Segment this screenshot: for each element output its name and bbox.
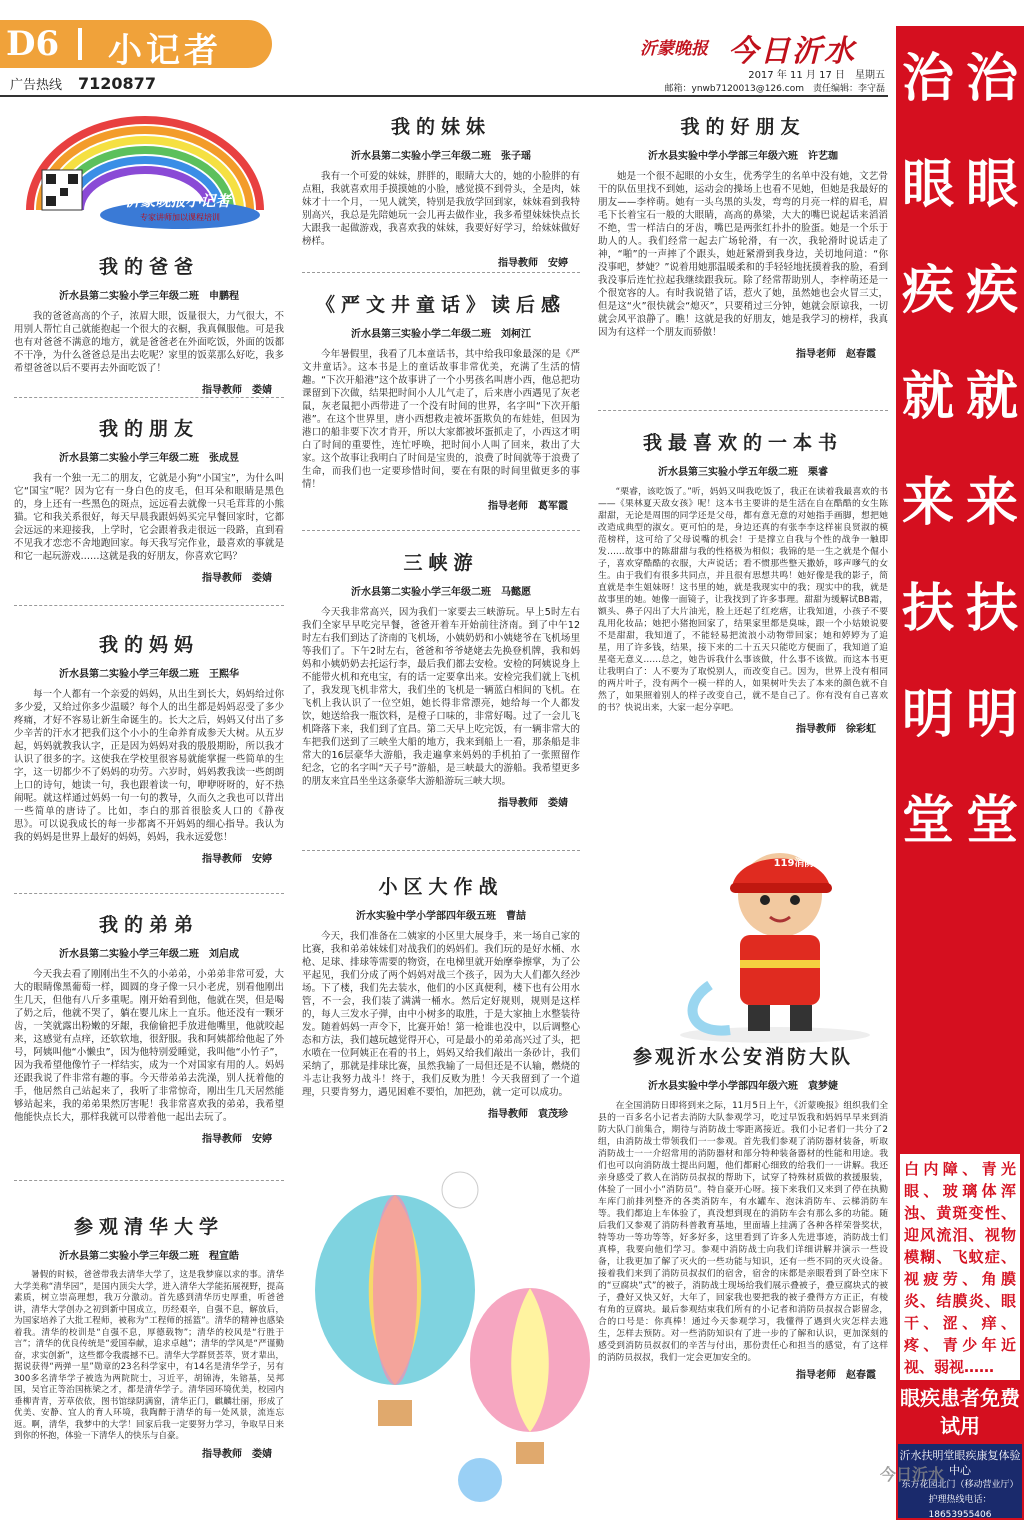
ad-phone: 7120877 <box>78 74 156 93</box>
ad-headline-column-right <box>960 26 1024 874</box>
contact-info <box>660 81 885 94</box>
article-byline: 沂水县第二实验小学三年级二班 张子瑶 <box>351 151 531 162</box>
section-name: 今日沂水 <box>728 34 856 69</box>
article-fairy-tale-review <box>302 290 580 512</box>
editor: 责任编辑：李守磊 <box>812 84 885 94</box>
article-my-brother <box>14 910 284 1145</box>
article-my-friend <box>14 414 284 584</box>
page-number: D6 <box>6 24 60 64</box>
divider <box>302 272 580 273</box>
headline-char: 明 <box>901 684 954 745</box>
ad-center-name: 沂水扶明堂眼疾康复体验中心 <box>899 1449 1021 1477</box>
article-title: 我的弟弟 <box>98 914 199 936</box>
article-fire-brigade-visit <box>598 1042 888 1381</box>
article-body: 我有一个独一无二的朋友，它就是小狗“小国宝”，为什么叫它“国宝”呢？因为它有一身白色的皮毛，但耳朵和眼睛是黑色的，身上还有一些黑色的斑点，远远看去就像一只毛茸茸的小熊猫。它和我关系很好，每天早晨我跟妈妈买完早餐回家时，它都会远远的来迎接我，上学时，它会跟着我走很远一段路，直到看不见我才恋恋不舍地跑回家。每天我写完作业，最喜欢的事就是和它一起玩游戏……这就是我的好朋友，你喜欢它吗？ <box>14 473 284 562</box>
article-teacher: 指导教师 安婷 <box>202 854 272 865</box>
headline-char: 就 <box>901 366 954 427</box>
article-teacher: 指导老师 赵春霞 <box>796 1370 876 1381</box>
headline-char: 堂 <box>965 790 1018 851</box>
headline-char: 来 <box>901 472 954 533</box>
article-byline: 沂水县第三实验小学五年级二班 栗睿 <box>658 467 828 478</box>
headline-char: 明 <box>965 684 1018 745</box>
divider <box>14 1180 284 1181</box>
ad-hotline <box>10 74 156 93</box>
article-title: 我的爸爸 <box>98 256 199 278</box>
article-title: 我的妈妈 <box>98 634 199 656</box>
article-teacher: 指导教师 娄婧 <box>202 385 272 396</box>
article-teacher: 指导教师 娄婧 <box>498 798 568 809</box>
article-community-battle <box>302 872 580 1120</box>
balloon-illustration <box>300 1150 630 1510</box>
header-rule <box>0 95 888 97</box>
article-body: 我有一个可爱的妹妹，胖胖的，眼睛大大的，她的小脸胖的有点粗，我就喜欢用手摸摸她的小脸，感觉摸不到骨头，全是肉，妹妹才十一个月，一见人就笑，特别是我放学回到家，妹妹看到我特别高兴，我总是先陪她玩一会儿再去做作业，我多希望妹妹快点长大跟我一起做游戏，我喜欢我的妹妹，我要好好学习，给妹妹做好榜样。 <box>302 171 580 247</box>
article-body: 我的爸爸高高的个子，浓眉大眼，饭量很大，力气很大，不用别人帮忙自己就能抱起一个很大的衣橱，我真佩服他。可是我也有对爸爸不满意的地方，就是爸爸老在外面吃饭，外面的饭都不干净，为什么爸爸总是出去吃呢？家里的饭菜那么好吃，我多希望爸爸以后不要再去外面吃饭了！ <box>14 311 284 374</box>
headline-char: 扶 <box>901 578 954 639</box>
article-body: 今年暑假里，我看了几本童话书，其中给我印象最深的是《严文井童话》。这本书是上的童话故事非常优美，充满了生活的情趣。“下次开船港”这个故事讲了一个小男孩名叫唐小西，他总把功课留到下次做，结果把时间小人儿气走了，后来唐小西遇见了灰老鼠，灰老鼠把小西带进了一个没有时间的世界，名字叫“下次开船港”。在这个世界里，唐小西想救走被坏蛋欺负的布娃娃，但因为港口的船非要下次才肯开，所以大家都被坏蛋抓走了，小西这才明白了时间的重要性，连忙呼唤，把时间小人叫了回来，救出了大家。这个故事让我明白了时间是宝贵的，浪费了时间就等于浪费了生命，而我们也一定要珍惜时间，要在有限的时间里做更多的事情！ <box>302 349 580 490</box>
ad-free-trial: 眼疾患者免费试用 <box>900 1386 1020 1438</box>
mascot-label: 119消防 <box>773 858 815 869</box>
article-byline: 沂水县第三实验小学二年级二班 刘柯江 <box>351 329 531 340</box>
page-header-tag <box>0 20 272 71</box>
banner-slogan: 专家讲师加以课程培训 <box>140 213 220 222</box>
article-title: 《严文井童话》读后感 <box>315 294 566 316</box>
ad-headline <box>896 26 1024 1150</box>
article-byline: 沂水县第二实验小学三年级二班 程宣皓 <box>59 1251 239 1262</box>
divider <box>14 605 284 606</box>
divider <box>598 410 888 411</box>
ad-hotline: 护理热线电话：18653955406 <box>928 1495 992 1520</box>
article-title: 我的妹妹 <box>390 116 491 138</box>
watermark: 今日沂水 <box>880 1465 945 1484</box>
divider <box>302 850 580 851</box>
article-title: 小区大作战 <box>378 876 504 898</box>
email: 邮箱：ynwb7120013@126.com <box>664 84 804 94</box>
paper-name: 沂蒙晚报 <box>640 39 708 59</box>
column-name: 小记者 <box>108 31 222 71</box>
headline-char: 治 <box>965 48 1018 109</box>
paper-brand <box>640 26 876 69</box>
article-teacher: 指导教师 安婷 <box>498 258 568 269</box>
divider <box>14 397 284 398</box>
article-body: “栗睿，该吃饭了。”听，妈妈又叫我吃饭了，我正在读着我最喜欢的书——《果林夏天敌女孩》呢！这本书主要讲的是生活在自在酷酷的女生陈甜甜，无论是周围的同学还是父母，都有意无意的对她指手画脚，想把她改造成典型的淑女。更可怕的是，身边还真的有张李李这样崔良贤淑的模范榜样，这可给了父母说嘴的机会！于是撑立自我与个性的战争一触即发……故事中的陈甜甜与我的性格极为相似；我锦的是一生之就是个倔小子，喜欢穿酷酷的衣服，大声说话；看不惯那些整天撒娇，哆声嗲气的女生。由于我们有很多共同点，并且很有思想共鸣！她好像是我的影子，简直就是李生姐妹呀！这书里的她，就是我现实中的我；现实中的我，就是故事里的她。她像一面镜子，让我找到了许多事理。甜甜为缓解试BB霜，额头、鼻子闪出了大片油光，脸上还起了红疙瘩，让我知道，小孩子不要乱用化妆品；她把小猪抱回家了，结果家里都是臭味，跟一个小姑娘说要不是甜甜，我知道了，不能轻易把流浪小动物带回家；她和婷婷为了追星，用了许多钱，结果，接下来的二十五天只能吃方便面了，我知道了追星毫无意义……总之，她告诉我什么事该做，什么事不该做。而这本书更让我明白了：人不要为了取悦别人，而改变自己。因为，世界上没有相同的两片叶子，没有两个一模一样的人，如果树叶失去了本来的颜色就不自然了，如果照着别人的样子改变自己，就不是自己了。你有没有自己喜欢的书？快说出来，大家一起分享吧。 <box>598 487 888 713</box>
article-title: 参观沂水公安消防大队 <box>632 1046 853 1068</box>
article-teacher: 指导教师 安婷 <box>202 1134 272 1145</box>
article-body: 她是一个很不起眼的小女生，优秀学生的名单中没有她，文艺骨干的队伍里找不到她，运动会的操场上也看不见她，但她是我最好的朋友——李梓萌。她有一头乌黑的头发，弯弯的月亮一样的眉毛，眉毛下长着宝石一般的大眼睛，高高的鼻梁，大大的嘴巴说起话来滔滔不绝，雪一样洁白的牙齿，嘴巴是两张红扑扑的脸蛋。她是一个乐于助人的人。我们经常一起去广场轮滑，有一次，我轮滑时说话走了神，“啪”的一声摔了个跟头，她赶紧滑到我身边，关切地问道：“你没事吧，梦婕？”说着用她那温暖柔和的手轻轻地抚摸着我的脸，看到我没事后连忙拉起我继续跟我玩。除了经常帮助别人，李梓萌还是一个很宽容的人。有时我说错了话，惹火了她，虽然她也会火冒三丈，但是这“火”很快就会“熄灭”，只要稍过三分钟，她就会原谅我，一切就会风平浪静了。瞧！这就是我的好朋友，她是我学习的榜样，我真因为有这样一个朋友而骄傲！ <box>598 171 888 338</box>
article-byline: 沂水县实验中学小学部三年级六班 许艺珈 <box>648 151 838 162</box>
headline-char: 治 <box>901 48 954 109</box>
ad-headline-column-left <box>896 26 960 874</box>
ad-address: 东方花园北门（移动营业厅） <box>901 1480 1019 1490</box>
article-byline: 沂水县第二实验小学三年级二班 申鹏程 <box>59 291 239 302</box>
article-favorite-book <box>598 428 888 735</box>
article-teacher: 指导教师 徐彩虹 <box>796 724 876 735</box>
article-byline: 沂水县第二实验小学三年级二班 王熙华 <box>59 669 239 680</box>
article-byline: 沂水实验中学小学部四年级五班 曹喆 <box>356 911 526 922</box>
article-three-gorges <box>302 548 580 809</box>
article-byline: 沂水县实验中学小学部四年级六班 袁梦婕 <box>648 1081 838 1092</box>
headline-char: 就 <box>965 366 1018 427</box>
article-teacher: 指导老师 赵春霞 <box>796 349 876 360</box>
banner-logo: 沂蒙晚报小记者 <box>125 192 231 210</box>
article-byline: 沂水县第二实验小学三年级二班 马懿愿 <box>351 587 531 598</box>
headline-char: 眼 <box>965 154 1018 215</box>
article-title: 我的好朋友 <box>680 116 806 138</box>
article-title: 我的朋友 <box>98 418 199 440</box>
article-body: 今天，我们准备在二姨家的小区里大展身手，来一场自己家的比赛，我和弟弟妹妹们对战我们的妈妈们。我们玩的是好水桶、水枪、足球、排球等需要的物资，在电梯里就开始摩拳擦掌，为了公平起见，我们分成了两个妈妈对战三个孩子，因为大人们都久经沙场。下了楼，我们先去装水，他们的小区真便利，楼下也有公用水管，不一会，我们装了满满一桶水。然后定好规则，规则是这样的，每人三发水子弹，由中小树多的取胜，于是大家抽上水整装待发。随着妈妈一声令下，比赛开始！第一枪谁也没中，以后调整心态和方法，我们越玩越觉得开心，可是最小的弟弟高兴过了头，把水喷在一位阿姨正在看的书上，妈妈又给我们敲出一条砂计，我们采纳了，那就是排球比赛，虽然我输了一局但还是不认输，燃烧的斗志让我努力战斗！终于，我们反败为胜！今天我留到了一个道理，只要肯努力，遇见困难不要怕，加把劲，就一定可以成功。 <box>302 931 580 1098</box>
article-teacher: 指导教师 袁茂珍 <box>488 1109 568 1120</box>
article-title: 参观清华大学 <box>73 1216 224 1238</box>
article-byline: 沂水县第二实验小学三年级二班 刘启成 <box>59 949 239 960</box>
article-byline: 沂水县第二实验小学三年级二班 张成昱 <box>59 453 239 464</box>
divider <box>302 530 580 531</box>
header-divider <box>78 28 82 60</box>
article-title: 我最喜欢的一本书 <box>642 432 843 454</box>
article-my-dad <box>14 252 284 396</box>
ad-label: 广告热线 <box>10 78 63 93</box>
headline-char: 疾 <box>965 260 1018 321</box>
headline-char: 眼 <box>901 154 954 215</box>
issue-date: 2017 年 11 月 17 日 星期五 <box>748 70 885 81</box>
article-body: 在全国消防日即将到来之际，11月5日上午，《沂蒙晚报》组织我们全县的一百多名小记者去消防大队参观学习，吃过早饭我和妈妈早早来到消防大队门前集合，期待与消防战士零距离接近。我们小记者们一共分了2组，由消防战士带领我们一一参观。首先我们参观了消防器材装备，听取消防战士一一介绍常用的消防器材和部分特种装备器材的性能和用途。我们也可以向消防战士提出问题，他们都耐心细致的给我们一一讲解。我还亲身感受了救人在消防员叔叔的帮助下，试穿了特殊材质做的救援服装，体验了一回小小“消防员”。特自豪开心呀。接下来我们又来到了停在执勤车库门前排列整齐的各类消防车，有水罐车、泡沫消防车、云梯消防车等。我们都迫上车体验了，真没想到现在的消防车会有那么多的功能。随后我们又参观了消防科普教育基地，里面墙上挂满了各种各样荣誉奖状，特等功一等功等等，好多好多，这里看到了许多人先进事迹，消防战士们真棒，我要向他们学习。参观中消防战士向我们详细讲解并演示一些设备，让我更加了解了灭火的一些功能与知识，还有一些不同的灭火设备。接着我们来到了消防员叔叔们的宿舍，宿舍的床都是亲眼看到了卧空床下的“豆腐块”式”的被子，消防战士现场给我们展示叠被子，叠豆腐块式的被子，叠好又快又好，大年了，回家我也要把我的被子叠得方方正正，有棱有角的豆腐块。最后参观结束我们所有的小记者和消防员叔叔合影留念，合的口号是：你真棒！通过今天参观学习，我懂得了遇到火灾怎样去逃生，怎样去预防。对一些消防知识有了进一步的了解和认识，更加深刻的感受到消防员叔叔们的辛苦与付出，那份责任心和担当的感觉，有了这样的消防员叔叔，我们一定会更加安全的。 <box>598 1101 888 1363</box>
headline-char: 扶 <box>965 578 1018 639</box>
sidebar-advertisement <box>896 26 1024 1520</box>
article-body: 今天我去看了刚刚出生不久的小弟弟，小弟弟非常可爱，大大的眼睛像黑葡萄一样，圆圆的身子像一只小老虎，别看他刚出生几天，但他有八斤多重呢。刚开始看到他，他就在哭，但是喝了奶之后，他就不哭了，躺在婴儿床上一直乐。他还没有一颗牙齿，一笑就露出粉嫩的牙龈，我偷偷把手放进他嘴里，他就咬起来，这感觉有点痒，还软软地，很舒服。我和阿姨都给他起了外号，阿姨叫他“小懒虫”，因为他特别爱睡觉，我叫他“小竹子”，因为我希望他像竹子一样结实，成为一个对国家有用的人。妈妈还跟我说了件非常有趣的事。今天带弟弟去洗澡，别人抚着他的手，他居然自己站起来了，我听了非常惊奇，刚出生几天居然能够站起来，我的弟弟果然厉害呢！我非常喜欢我的弟弟，我希望他能快点长大，那样我就可以带着他一起出去玩了。 <box>14 969 284 1123</box>
article-body: 暑假的时候，爸爸带我去清华大学了，这是我梦寐以求的事。清华大学美称“清华园”，是国内顶尖大学，进入清华大学能拓展视野，提高素质，树立崇高理想，我万分激动。首先感到清华历史厚重，听爸爸讲，清华大学创办之初到新中国成立，历经艰辛，自强不息，解放后，为国家培养了大批工程师，被称为“工程师的摇篮”。清华的精神也感染着我。清华的校训是“自强不息，厚德载物”；清华的校风是“行胜于言”；清华的优良传统是“爱国奉献，追求卓越”；清华的学风是“严谨勤奋，求实创新”，这些都令我震撼不已。清华大学群贤荟萃，贤才辈出，据说获得“两弹一星”勋章的23名科学家中，有14名是清华学子，另有300多名清华学子被选为两院院士，习近平，胡锦涛，朱镕基，吴邦国，吴官正等治国栋梁之才，都是清华学子。清华园环境优美，校园内垂柳青青，芳草依依，图书馆绿阴满窗，清华正门，麒麟壮丽，形成了优美、安静、宜人的育人环境，我陶醉于清华的每一处风景，流连忘返。啊，清华，我梦中的大学！回家后我一定要努力学习，争取早日来到你的怀抱，体验一下清华人的快乐与自豪。 <box>14 1270 284 1441</box>
article-body: 今天我非常高兴，因为我们一家要去三峡游玩。早上5时左右我们全家早早吃完早餐，爸爸开着车开始前往济南。到了中午12时左右我们到达了济南的飞机场，小姨奶奶和小姨姥爷在飞机场里等我们了。下午2时左右，爸爸和爷爷姥姥去先换登机牌，我和妈妈和小姨奶奶去托运行李，最后我们都去安检。安检的阿姨说身上不能带火机和充电宝，有的话一定要拿出来。安检完我们就上飞机了，我发现飞机非常大，我们坐的飞机是一辆蓝白相间的飞机。在飞机上我认识了一位空姐，她长得非常漂亮，她给每一个人都发饮，她送给我一瓶饮料，是橙子口味的，非常好喝。过了一会儿飞机降落下来，我们到了宜昌。第二天早上吃完饭，有一辆非常大的车把我们送到了三峡坐大船的地方，我来到船上一看，那条船是非常大的16层豪华大游船，我走遍拿来妈妈的手机拍了一张照留作纪念，它的名字叫“天子号”游船，是三峡最大的游船。我希望更多的朋友来宜昌坐坐这条豪华大游船游玩三峡大坝。 <box>302 607 580 787</box>
article-title: 三峡游 <box>403 552 479 574</box>
article-teacher: 指导教师 娄婧 <box>202 573 272 584</box>
article-my-sister <box>302 112 580 269</box>
article-my-good-friend <box>598 112 888 360</box>
divider <box>14 893 284 894</box>
ad-symptoms: 白内障、青光眼、玻璃体浑浊、黄斑变性、迎风流泪、视物模糊、飞蚊症、视疲劳、角膜炎、结膜炎、眼干、涩、痒、疼、青少年近视、弱视…… <box>900 1154 1020 1380</box>
article-my-mom <box>14 630 284 865</box>
headline-char: 堂 <box>901 790 954 851</box>
article-body: 每一个人都有一个亲爱的妈妈，从出生到长大，妈妈给过你多少爱，又给过你多少温暖？每个人的出生都是妈妈忍受了多少疼痛，才好不容易让新生命诞生的。长大之后，妈妈又付出了多少辛苦的汗水才把我们这个小小的生命养育成参天大树。从五岁起，妈妈就教我认字，正是因为妈妈对我的殷殷期盼，所以我才认识了很多的字。这使我在学校里很容易就能掌握一些简单的生字，这一切都少不了妈妈的功劳。六岁时，妈妈教我读一些朗朗上口的诗句，她读一句，我也跟着读一句，咿咿呀呀的，好不热闹呢。就这样通过妈妈一句一句的教导，久而久之我也可以背出一些简单的唐诗了。比如，李白的那首很脍炙人口的《静夜思》。可以说我成长的每一步都离不开妈妈的细心指导。我认为我的妈妈是世界上最好的妈妈，妈妈，我永远爱您！ <box>14 689 284 843</box>
article-teacher: 指导教师 娄婧 <box>202 1448 272 1460</box>
headline-char: 疾 <box>901 260 954 321</box>
article-teacher: 指导老师 葛军霞 <box>488 501 568 512</box>
article-tsinghua-visit <box>14 1212 284 1460</box>
headline-char: 来 <box>965 472 1018 533</box>
